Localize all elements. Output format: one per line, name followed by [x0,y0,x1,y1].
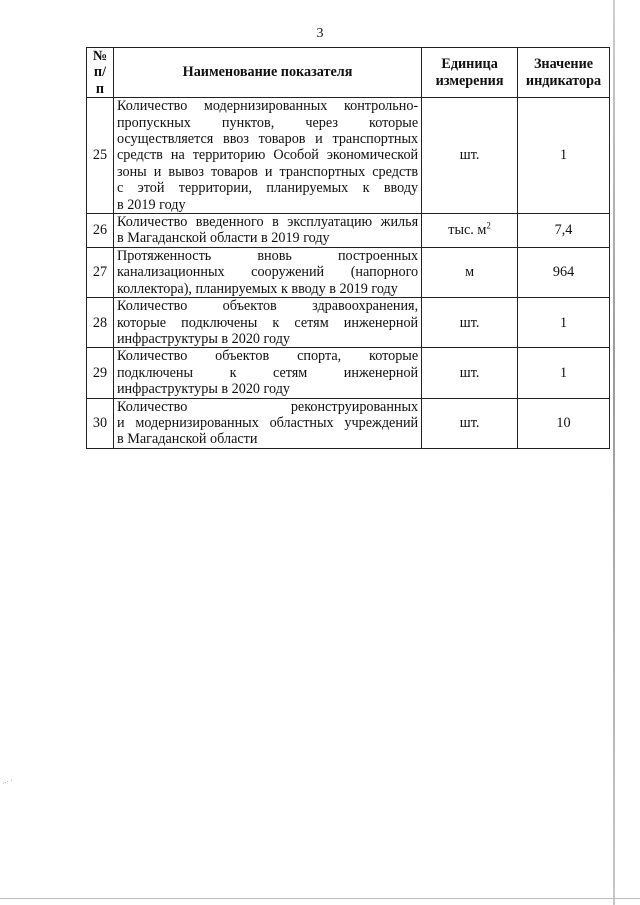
indicator-name-line: инфраструктуры в 2020 году [116,381,291,398]
table-row [87,298,610,348]
unit-text: шт. [459,147,480,164]
scan-artifact-mark: ··· · [1,776,15,788]
indicator-name-line: коллектора), планируемых к вводу в 2019 году [116,280,398,297]
unit-text: шт. [459,314,480,331]
row-number: 28 [87,298,114,348]
header-unit-line2: измерения [435,72,504,89]
row-unit [422,98,518,214]
scan-bottom-line [0,898,640,899]
indicator-name-line: в Магаданской области в 2019 году [116,230,330,247]
indicator-name-line: осуществляется ввоз товаров и транспортных [116,131,419,148]
indicator-name-line: Протяженность вновь построенных [116,247,419,264]
row-number: 30 [87,398,114,448]
header-unit-line1: Единица [441,56,498,73]
indicator-name-line: подключены к сетям инженерной [116,364,419,381]
indicator-name-line: Количество объектов спорта, которые [116,348,419,365]
table-row [87,214,610,248]
unit-text: шт. [459,414,480,431]
row-value: 1 [518,298,610,348]
row-value: 10 [518,398,610,448]
unit-text: шт. [459,364,480,381]
row-value: 964 [518,247,610,297]
page-number: 3 [316,26,324,41]
table-row [87,348,610,398]
indicator-name-line: средств на территорию Особой экономической [116,147,419,164]
header-number [87,48,114,98]
unit-text: тыс. м [448,222,487,239]
scan-edge-line [613,0,615,905]
header-number-line1: № [92,48,108,64]
row-unit [422,214,518,248]
row-indicator-name [113,348,421,398]
row-number: 29 [87,348,114,398]
indicator-name-line: Количество объектов здравоохранения, [116,298,419,315]
row-indicator-name [113,298,421,348]
indicator-name-line: инфраструктуры в 2020 году [116,330,291,347]
indicator-name-line: Количество модернизированных контрольно- [116,98,419,115]
row-value: 1 [518,98,610,214]
indicator-name-line: в Магаданской области [116,431,258,448]
header-name: Наименование показателя [113,48,421,98]
row-indicator-name [113,98,421,214]
table-header-row [87,48,610,98]
indicator-name-line: пропускных пунктов, через которые [116,114,419,131]
row-unit [422,247,518,297]
indicators-table [86,47,610,449]
table-row [87,398,610,448]
indicator-name-line: зоны и вывоз товаров и транспортных средств [116,163,419,180]
row-number: 26 [87,214,114,248]
row-unit [422,298,518,348]
indicator-name-line: Количество введенного в эксплуатацию жилья [116,214,419,231]
row-indicator-name [113,247,421,297]
indicator-name-line: с этой территории, планируемых к вводу [116,180,419,197]
indicator-name-line: канализационных сооружений (напорного [116,264,419,281]
row-unit [422,398,518,448]
table-row [87,98,610,214]
table-row [87,247,610,297]
row-indicator-name [113,214,421,248]
unit-superscript: 2 [486,220,491,231]
unit-text: м [465,264,475,281]
header-value-line1: Значение [533,56,594,73]
row-unit [422,348,518,398]
row-value: 7,4 [518,214,610,248]
header-value [518,48,610,98]
indicator-name-line: Количество реконструированных [116,398,419,415]
indicator-name-line: в 2019 году [116,196,186,213]
header-value-line2: индикатора [525,72,602,89]
indicator-name-line: и модернизированных областных учреждений [116,414,419,431]
indicator-name-line: которые подключены к сетям инженерной [116,314,419,331]
row-number: 25 [87,98,114,214]
header-unit [422,48,518,98]
header-number-line2: п/п [93,64,107,97]
row-value: 1 [518,348,610,398]
row-number: 27 [87,247,114,297]
row-indicator-name [113,398,421,448]
